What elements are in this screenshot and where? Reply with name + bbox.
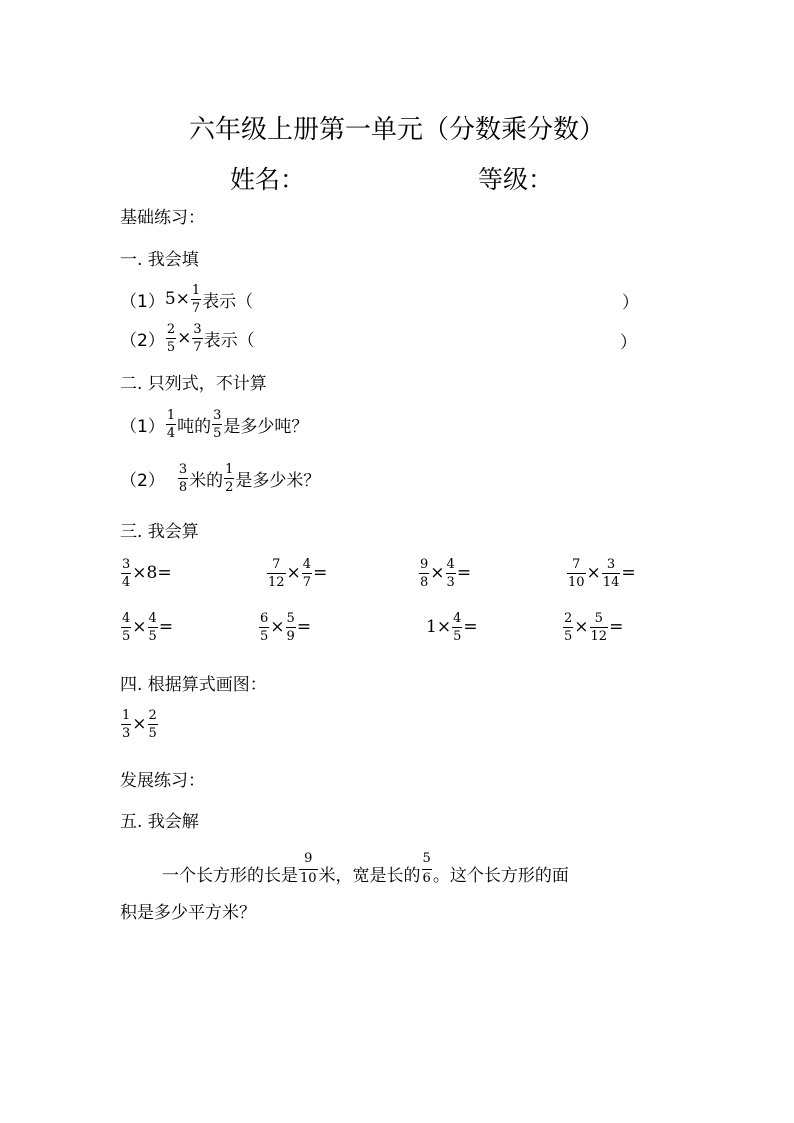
section-4-heading: 四. 根据算式画图：	[120, 675, 267, 695]
calc-item	[266, 557, 327, 589]
fraction: $\frac{7}{10}$	[568, 556, 585, 590]
calc-item	[258, 611, 311, 643]
s1-question-2	[120, 323, 255, 353]
question-text: 米的	[189, 470, 224, 491]
equals-sign: =	[313, 563, 328, 583]
times-sign: ×	[270, 617, 285, 637]
fraction: $\frac{2}{5}$	[166, 321, 176, 355]
fraction: $\frac{3}{7}$	[193, 321, 202, 355]
fraction: $\frac{3}{8}$	[178, 461, 188, 495]
calc-item	[426, 611, 478, 643]
times-sign: ×	[286, 563, 301, 583]
times-sign: ×	[175, 289, 190, 309]
fraction: $\frac{4}{5}$	[453, 610, 462, 644]
fraction: $\frac{9}{10}$	[300, 851, 317, 886]
question-index: （1）	[120, 291, 165, 312]
equals-sign: =	[456, 563, 472, 583]
whole-number: 5	[164, 289, 176, 309]
section-basic-heading: 基础练习：	[120, 208, 205, 228]
equals-sign: =	[158, 617, 174, 637]
equals-sign: =	[296, 617, 312, 637]
question-text: 是多少米？	[235, 470, 321, 491]
fraction: $\frac{5}{6}$	[422, 851, 431, 886]
s1-question-1	[120, 284, 253, 314]
close-paren: ）	[622, 293, 639, 313]
fraction: $\frac{1}{3}$	[122, 707, 131, 741]
question-text: 表示（	[202, 291, 254, 312]
equals-sign: =	[463, 617, 478, 637]
calc-item	[120, 611, 173, 643]
fraction: $\frac{2}{5}$	[564, 610, 573, 644]
close-paren: ）	[620, 333, 637, 353]
times-sign: ×	[177, 328, 192, 348]
fraction: $\frac{4}{5}$	[122, 610, 131, 644]
section-3-heading: 三. 我会算	[120, 522, 199, 542]
problem-text: 。这个长方形的面	[432, 866, 569, 886]
section-5-heading: 五. 我会解	[120, 812, 199, 832]
whole-number: 1	[426, 617, 437, 637]
question-index: （1）	[120, 416, 165, 437]
times-sign: ×	[132, 563, 147, 583]
equals-sign: =	[609, 617, 624, 637]
times-sign: ×	[132, 714, 147, 734]
times-sign: ×	[436, 617, 452, 637]
grade-label: 等级：	[478, 165, 554, 194]
fraction: $\frac{4}{5}$	[148, 610, 157, 644]
fraction: $\frac{1}{2}$	[225, 461, 234, 495]
question-text: 是多少吨？	[223, 416, 309, 437]
fraction: $\frac{9}{8}$	[420, 556, 429, 590]
drawing-expression	[120, 708, 159, 740]
problem-text: 米，宽是长的	[318, 866, 421, 886]
calc-item	[562, 611, 623, 643]
fraction: $\frac{2}{5}$	[148, 707, 157, 741]
fraction: $\frac{5}{12}$	[590, 610, 608, 644]
fraction: $\frac{3}{4}$	[122, 556, 131, 590]
times-sign: ×	[586, 563, 601, 583]
calc-item	[418, 557, 471, 589]
equals-sign: =	[157, 563, 172, 583]
fraction: $\frac{1}{7}$	[191, 282, 201, 316]
section-2-heading: 二. 只列式，不计算	[120, 374, 267, 394]
question-text: 吨的	[177, 416, 212, 437]
times-sign: ×	[574, 617, 589, 637]
section-1-heading: 一. 我会填	[120, 250, 199, 270]
fraction: $\frac{6}{5}$	[260, 610, 269, 644]
fraction: $\frac{1}{4}$	[166, 407, 176, 441]
times-sign: ×	[430, 563, 445, 583]
question-index: （2）	[120, 470, 165, 491]
section-develop-heading: 发展练习：	[120, 771, 205, 791]
whole-number: 8	[146, 563, 158, 583]
word-problem-line-2: 积是多少平方米？	[120, 903, 256, 923]
fraction: $\frac{7}{12}$	[268, 556, 285, 590]
question-index: （2）	[120, 330, 165, 351]
s2-question-2	[120, 462, 320, 494]
page-title: 六年级上册第一单元（分数乘分数）	[188, 115, 605, 145]
calc-item	[120, 557, 172, 589]
fraction: $\frac{3}{14}$	[602, 556, 620, 590]
equals-sign: =	[621, 563, 636, 583]
fraction: $\frac{3}{5}$	[213, 407, 222, 441]
question-text: 表示（	[203, 330, 255, 351]
calc-item	[566, 557, 636, 589]
s2-question-1	[120, 408, 308, 440]
fraction: $\frac{4}{3}$	[446, 556, 455, 590]
times-sign: ×	[132, 617, 147, 637]
problem-text: 一个长方形的长是	[162, 866, 298, 886]
name-label: 姓名：	[230, 165, 306, 194]
word-problem-line-1	[162, 846, 569, 888]
fraction: $\frac{4}{7}$	[302, 556, 312, 590]
fraction: $\frac{5}{9}$	[286, 610, 295, 644]
